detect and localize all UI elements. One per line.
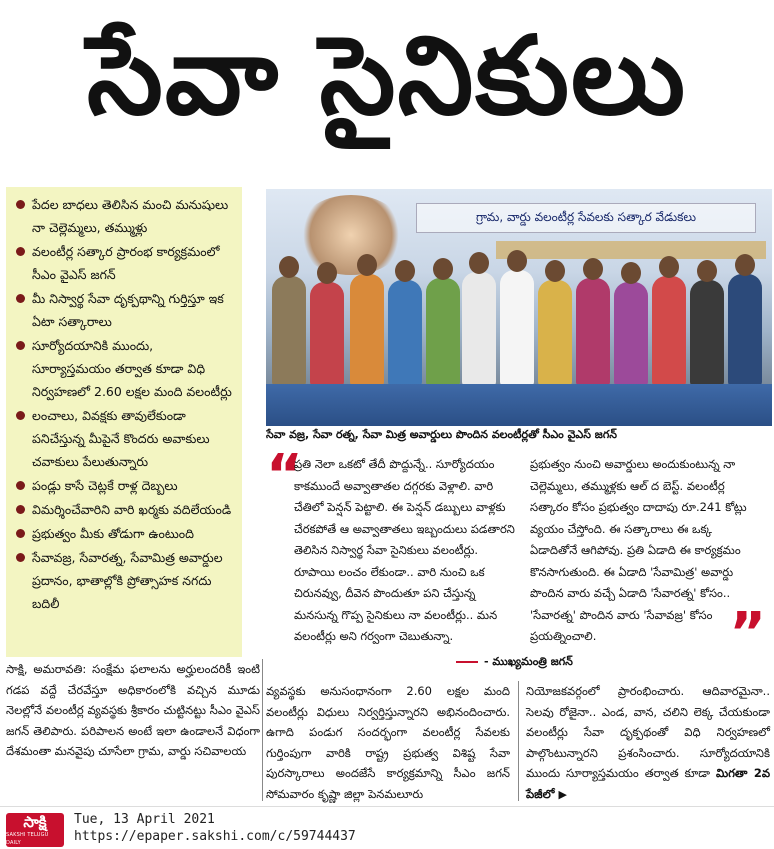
highlight-item: ప్రభుత్వం మీకు తోడుగా ఉంటుంది <box>14 522 236 545</box>
epaper-url[interactable]: https://epaper.sakshi.com/c/59744437 <box>74 829 356 844</box>
person-figure <box>310 282 344 386</box>
quote-box <box>266 443 772 680</box>
photo-caption: సేవా వజ్ర, సేవా రత్న, సేవా మిత్ర అవార్డులు పొందిన వలంటీర్లతో సీఎం వైఎస్ జగన్ <box>266 428 617 441</box>
quote-text-right: ప్రభుత్వం నుంచి అవార్డులు అందుకుంటున్న నా చెల్లెమ్మలు, తమ్ముళ్లకు ఆల్ ద బెస్ట్. వలంటీర్ల సత్కారం కోసం ప్రభుత్వం దాదాపు రూ.241 కోట్లు వ్యయం చేస్తోంది. ఈ సత్కారాలు ఈ ఒక్క ఏడాదితోనే ఆగిపోవు. ప్రతి ఏడాది ఈ కార్యక్రమం కొనసాగుతుంది. ఈ ఏడాది 'సేవామిత్ర' అవార్డు పొందిన వారు వచ్చే ఏడాది 'సేవారత్న' కోసం.. 'సేవారత్న' పొందిన వారు 'సేవావజ్ర' కోసం ప్రయత్నించాలి. <box>530 457 747 643</box>
person-figure <box>690 280 724 386</box>
person-head <box>433 258 453 280</box>
play-arrow-icon: ▶ <box>558 787 567 801</box>
close-quote-icon: ” <box>729 601 766 666</box>
highlight-item: పేదల బాధలు తెలిసిన మంచి మనుషులు నా చెల్లెమ్మలు, తమ్ముళ్లు <box>14 193 236 239</box>
person-head <box>697 260 717 282</box>
person-head <box>659 256 679 278</box>
person-head <box>279 256 299 278</box>
person-head <box>621 262 641 284</box>
highlight-item: సూర్యోదయానికి ముందు, సూర్యాస్తమయం తర్వాత కూడా విధి నిర్వహణలో 2.60 లక్షల మంది వలంటీర్లు <box>14 334 236 403</box>
article-column-2: వ్యవస్థకు అనుసంధానంగా 2.60 లక్షల మంది వలంటీర్లు విధులు నిర్వర్తిస్తున్నారని అభినందించారు. ఉగాది పండుగ సందర్భంగా వలంటీర్ల సేవలకు గుర్తింపుగా వారికి రాష్ట్ర ప్రభుత్వ విశిష్ట సేవా పురస్కారాలు అందజేసే కార్యక్రమాన్ని సీఎం జగన్ సోమవారం కృష్ణా జిల్లా పెనమలూరు <box>266 684 510 801</box>
person-figure <box>462 272 496 386</box>
highlight-item: మీ నిస్వార్థ సేవా దృక్పథాన్ని గుర్తిస్తూ ఇక ఏటా సత్కారాలు <box>14 287 236 333</box>
highlight-item: లంచాలు, వివక్షకు తావులేకుండా పనిచేస్తున్న మీపైనే కొందరు అవాకులు చవాకులు పేలుతున్నారు <box>14 404 236 473</box>
news-photo <box>266 189 772 426</box>
footer <box>0 806 774 849</box>
bullet-icon <box>16 481 25 490</box>
bullet-icon <box>16 553 25 562</box>
edition-date: Tue, 13 April 2021 <box>74 812 215 827</box>
person-head <box>735 254 755 276</box>
person-head <box>469 252 489 274</box>
person-figure <box>614 282 648 386</box>
highlight-item: సేవావజ్ర, సేవారత్న, సేవామిత్ర అవార్డుల ప్రదానం, భాతాల్లోకి ప్రోత్సాహక నగదు బదిలీ <box>14 546 236 615</box>
person-figure <box>272 276 306 386</box>
person-head <box>583 258 603 280</box>
column-divider <box>262 659 263 801</box>
highlights-list <box>14 193 236 615</box>
bullet-icon <box>16 411 25 420</box>
bullet-icon <box>16 247 25 256</box>
person-head <box>317 262 337 284</box>
bullet-icon <box>16 294 25 303</box>
headline-text: సేవా సైనికులు <box>87 14 687 139</box>
attribution-rule <box>456 661 478 663</box>
article-column-1: సాక్షి, అమరావతి: సంక్షేమ ఫలాలను అర్హులందరికీ ఇంటి గడప వద్దే చేరవేస్తూ అధికారంలోకి వచ్చిన మూడు నెలల్లోనే వలంటీర్ల వ్యవస్థకు శ్రీకారం చుట్టినట్టు సీఎం వైఎస్ జగన్ తెలిపారు. పరిపాలన అంటే ఇలా ఉండాలనే విధంగా దేశమంతా మనవైపు చూసేలా గ్రామ, వార్డు సచివాలయ <box>6 662 260 758</box>
bullet-icon <box>16 505 25 514</box>
person-head <box>507 250 527 272</box>
person-figure <box>652 276 686 386</box>
open-quote-icon: “ <box>266 443 303 508</box>
highlights-box <box>6 187 242 657</box>
quote-attribution: - ముఖ్యమంత్రి జగన్ <box>456 653 652 671</box>
person-head <box>357 254 377 276</box>
highlight-item: వలంటీర్ల సత్కార ప్రారంభ కార్యక్రమంలో సీఎం వైఎస్ జగన్ <box>14 240 236 286</box>
person-head <box>395 260 415 282</box>
stage-table <box>266 384 772 426</box>
event-banner: గ్రామ, వార్డు వలంటీర్ల సేవలకు సత్కార వేడుకలు <box>416 203 756 233</box>
highlight-item: పండ్లు కాసే చెట్లకే రాళ్ల దెబ్బలు <box>14 474 236 497</box>
bullet-icon <box>16 529 25 538</box>
person-figure <box>426 278 460 386</box>
person-figure <box>388 280 422 386</box>
headline <box>0 0 774 180</box>
article-column-3 <box>526 681 770 805</box>
article-column-3-text: నియోజకవర్గంలో ప్రారంభించారు. ఆదివారమైనా.. సెలవు రోజైనా.. ఎండ, వాన, చలిని లెక్క చేయకుండా వలంటీర్లు సేవా దృక్పథంతో విధి నిర్వహణలో పాల్గొంటున్నారని ప్రశంసించారు. సూర్యోదయానికి ముందు సూర్యాస్తమయం తర్వాత కూడా <box>526 684 770 780</box>
bullet-icon <box>16 200 25 209</box>
person-head <box>545 260 565 282</box>
person-figure <box>538 280 572 386</box>
person-figure <box>576 278 610 386</box>
sakshi-logo: సాక్షి SAKSHI TELUGU DAILY <box>6 813 64 847</box>
person-figure <box>350 274 384 386</box>
person-figure <box>728 274 762 386</box>
quote-text-left: ప్రతి నెలా ఒకటో తేదీ పొద్దున్నే.. సూర్యోదయం కాకముందే అవ్వాతాతల దగ్గరకు వెళ్లాలి. వారి చేతిలో పెన్షన్ పెట్టాలి. ఈ పెన్షన్ డబ్బులు వాళ్లకు చేరకపోతే ఆ అవ్వాతాతలు ఇబ్బందులు పడతారని తెలిసిన నిస్వార్థ సేవా సైనికులు వలంటీర్లు. రూపాయి లంచం లేకుండా.. వారి నుంచి ఒక చిరునవ్వు, దీవెన పొందుతూ పని చేస్తున్న మనసున్న గొప్ప సైనికులు నా వలంటీర్లు.. మన వలంటీర్లు అని గర్వంగా చెబుతున్నా. <box>294 457 515 643</box>
continued-link[interactable]: మిగతా 2వ పేజీలో ▶ <box>526 766 771 801</box>
bullet-icon <box>16 341 25 350</box>
person-figure <box>500 270 534 386</box>
column-divider <box>518 681 519 801</box>
highlight-item: విమర్శించేవారిని వారి ఖర్మకు వదిలేయండి <box>14 498 236 521</box>
